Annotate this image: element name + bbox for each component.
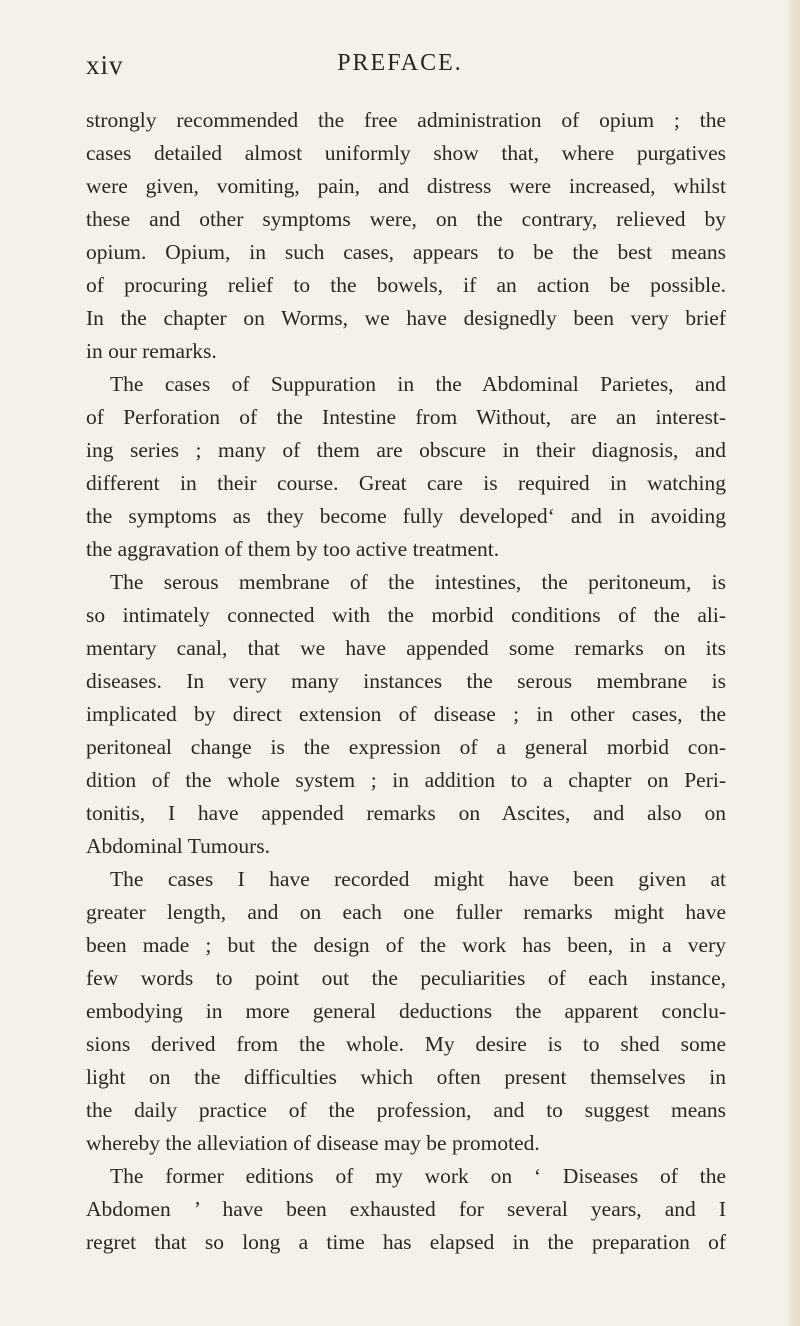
paragraph-start-line: The cases I have recorded might have been given at: [110, 867, 726, 891]
text-line: strongly recommended the free administration of opium ; the: [86, 108, 726, 132]
text-line: so intimately connected with the morbid conditions of the ali-: [86, 603, 726, 627]
text-line: of Perforation of the Intestine from Without, are an interest-: [86, 405, 726, 429]
text-line: in our remarks.: [86, 339, 217, 363]
text-line: sions derived from the whole. My desire is to shed some: [86, 1032, 726, 1056]
page-edge-shadow: [786, 0, 800, 1326]
text-line: ing series ; many of them are obscure in their diagnosis, and: [86, 438, 726, 462]
text-line: Abdomen ’ have been exhausted for several years, and I: [86, 1197, 726, 1221]
page-header: [0, 50, 800, 86]
text-line: opium. Opium, in such cases, appears to be the best means: [86, 240, 726, 264]
body-text: [86, 104, 726, 1259]
paragraph-start-line: The serous membrane of the intestines, the peritoneum, is: [110, 570, 726, 594]
text-line: peritoneal change is the expression of a general morbid con-: [86, 735, 726, 759]
text-line: Abdominal Tumours.: [86, 834, 270, 858]
paragraph-start-line: The cases of Suppuration in the Abdominal Parietes, and: [110, 372, 726, 396]
text-line: of procuring relief to the bowels, if an action be possible.: [86, 273, 726, 297]
text-line: the symptoms as they become fully developedʻ and in avoiding: [86, 504, 726, 528]
text-line: light on the difficulties which often present themselves in: [86, 1065, 726, 1089]
text-line: embodying in more general deductions the apparent conclu-: [86, 999, 726, 1023]
text-line: dition of the whole system ; in addition to a chapter on Peri-: [86, 768, 726, 792]
text-line: different in their course. Great care is required in watching: [86, 471, 726, 495]
text-line: whereby the alleviation of disease may be promoted.: [86, 1131, 540, 1155]
text-line: In the chapter on Worms, we have designedly been very brief: [86, 306, 726, 330]
text-line: implicated by direct extension of disease ; in other cases, the: [86, 702, 726, 726]
text-line: regret that so long a time has elapsed in the preparation of: [86, 1230, 726, 1254]
text-line: tonitis, I have appended remarks on Ascites, and also on: [86, 801, 726, 825]
text-line: diseases. In very many instances the serous membrane is: [86, 669, 726, 693]
text-line: the daily practice of the profession, and to suggest means: [86, 1098, 726, 1122]
text-line: been made ; but the design of the work has been, in a very: [86, 933, 726, 957]
text-line: the aggravation of them by too active treatment.: [86, 537, 500, 561]
text-line: few words to point out the peculiarities of each instance,: [86, 966, 726, 990]
text-line: were given, vomiting, pain, and distress were increased, whilst: [86, 174, 726, 198]
paragraph-start-line: The former editions of my work on ‘ Diseases of the: [110, 1164, 726, 1188]
text-line: these and other symptoms were, on the contrary, relieved by: [86, 207, 726, 231]
text-line: cases detailed almost uniformly show that, where purgatives: [86, 141, 726, 165]
page-number: xiv: [86, 50, 124, 80]
text-line: mentary canal, that we have appended some remarks on its: [86, 636, 726, 660]
text-line: greater length, and on each one fuller remarks might have: [86, 900, 726, 924]
running-title: PREFACE.: [337, 50, 463, 76]
